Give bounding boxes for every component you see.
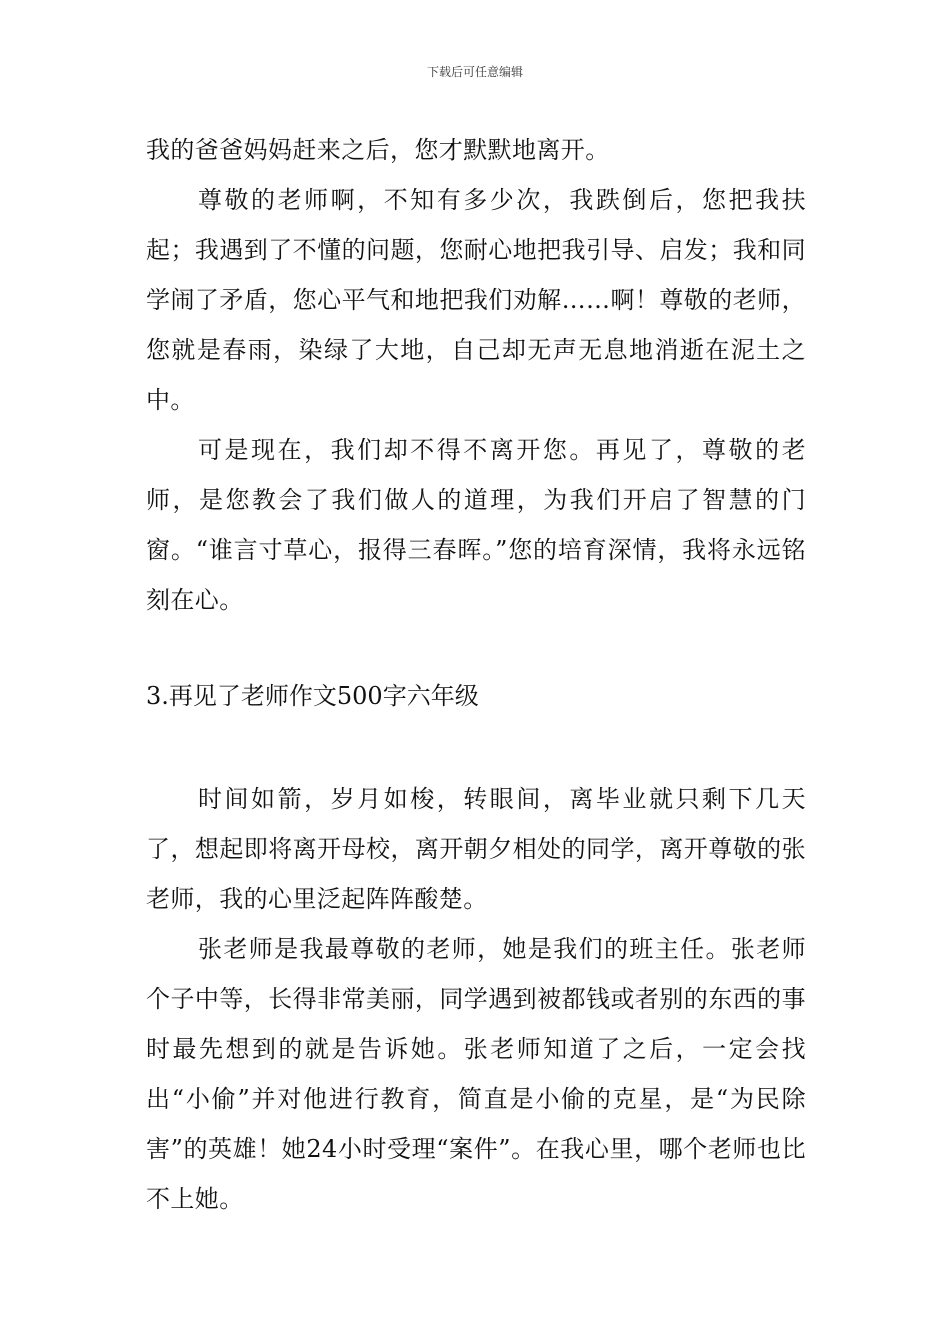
paragraph-farewell: 可是现在，我们却不得不离开您。再见了，尊敬的老师，是您教会了我们做人的道理，为我们开启了智慧的门窗。“谁言寸草心，报得三春晖。”您的培育深情，我将永远铭刻在心。 xyxy=(146,436,806,614)
paragraph-teacher-help: 尊敬的老师啊，不知有多少次，我跌倒后，您把我扶起；我遇到了不懂的问题，您耐心地把我引导、启发；我和同学闹了矛盾，您心平气和地把我们劝解……啊！尊敬的老师，您就是春雨，染绿了大地，自己却无声无息地消逝在泥土之中。 xyxy=(146,186,806,414)
paragraph-continuation: 我的爸爸妈妈赶来之后，您才默默地离开。 xyxy=(146,136,610,164)
paragraph-graduation: 时间如箭，岁月如梭，转眼间，离毕业就只剩下几天了，想起即将离开母校，离开朝夕相处的同学，离开尊敬的张老师，我的心里泛起阵阵酸楚。 xyxy=(146,785,806,913)
section-heading: 3.再见了老师作文500字六年级 xyxy=(146,682,479,710)
paragraph-teacher-zhang: 张老师是我最尊敬的老师，她是我们的班主任。张老师个子中等，长得非常美丽，同学遇到被都钱或者别的东西的事时最先想到的就是告诉她。张老师知道了之后，一定会找出“小偷”并对他进行教育，简直是小偷的克星，是“为民除害”的英雄！她24小时受理“案件”。在我心里，哪个老师也比不上她。 xyxy=(146,935,806,1213)
page-header: 下载后可任意编辑 xyxy=(426,65,523,79)
